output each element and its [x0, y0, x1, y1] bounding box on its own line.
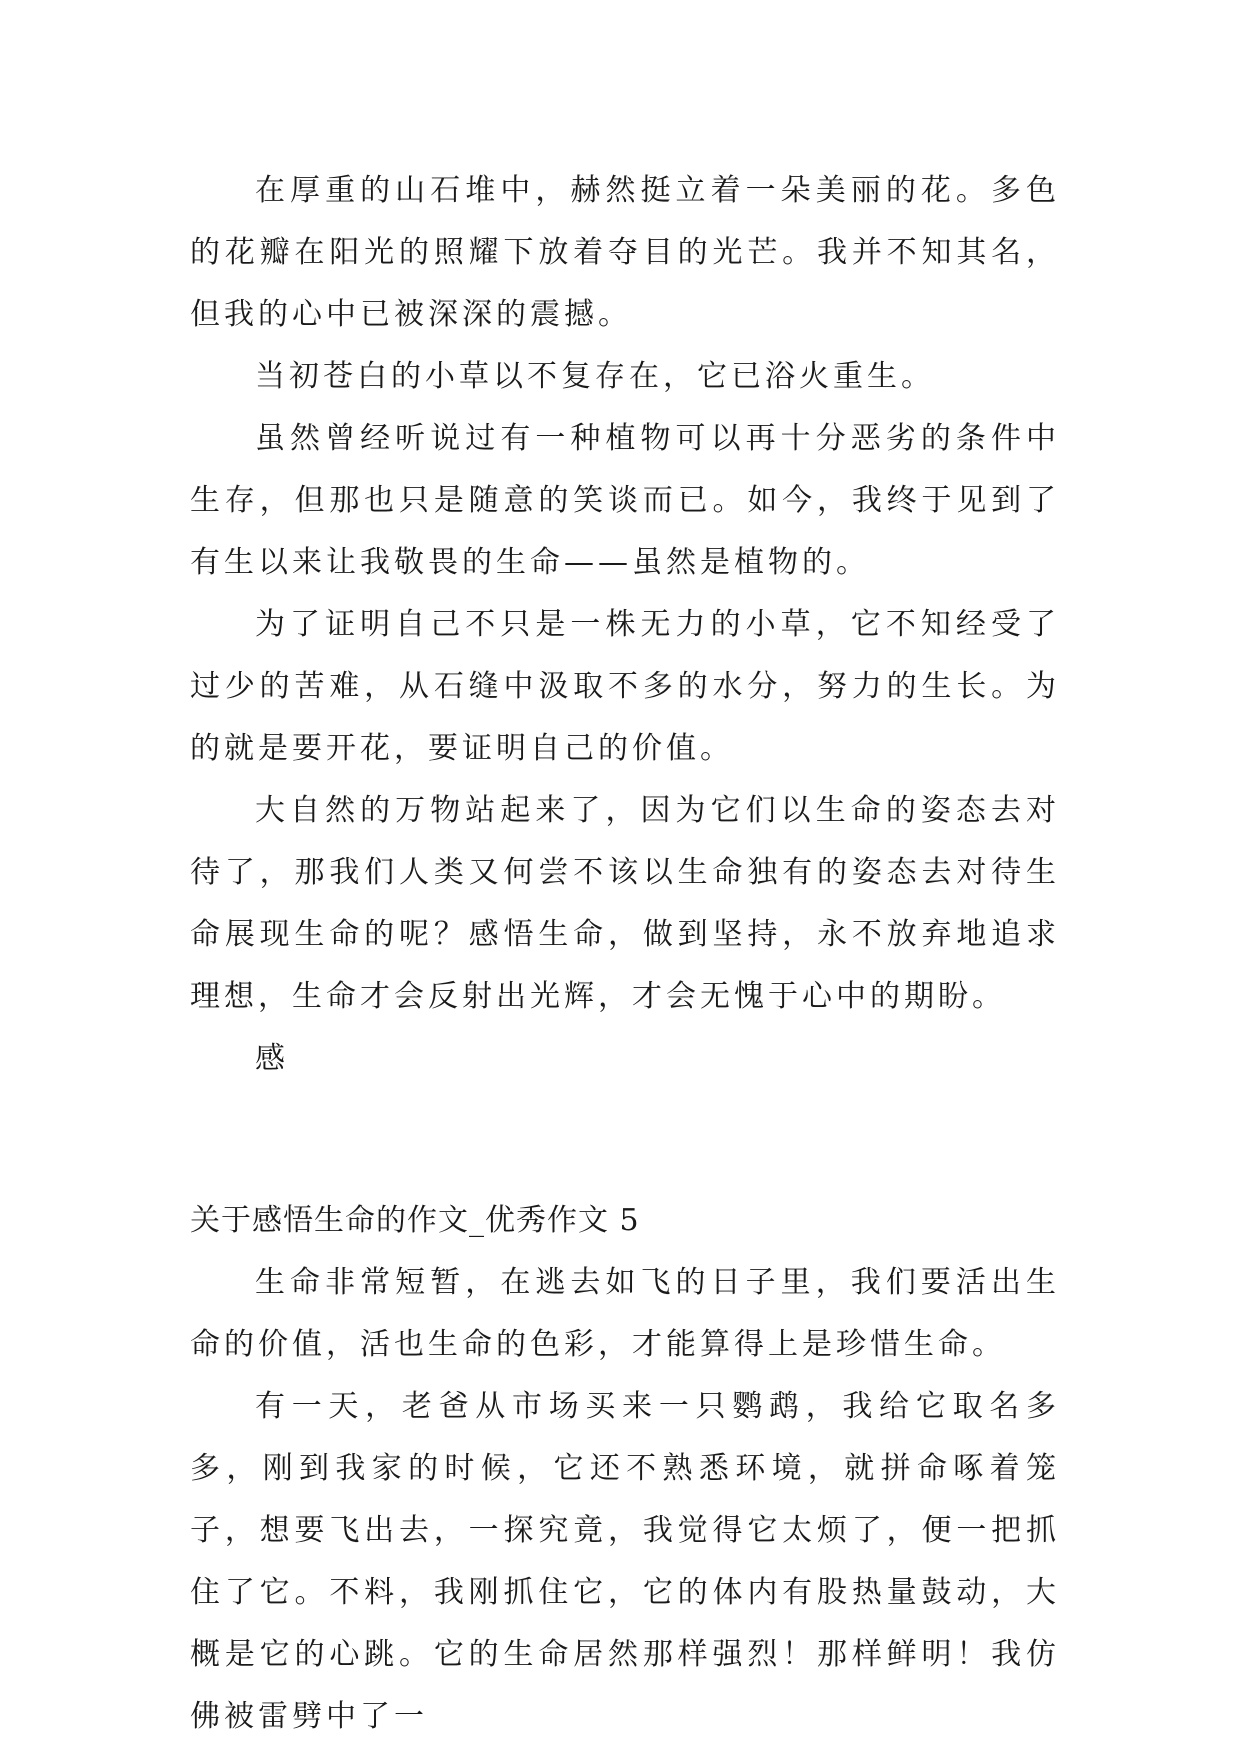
paragraph-grass-reborn: 当初苍白的小草以不复存在，它已浴火重生。	[255, 359, 935, 394]
paragraph-parrot: 有一天，老爸从市场买来一只鹦鹉，我给它取名多多，刚到我家的时候，它还不熟悉环境，就拼命啄着笼子，想要飞出去，一探究竟，我觉得它太烦了，便一把抓住了它。不料，我刚抓住它，它的体内有股热量鼓动，大概是它的心跳。它的生命居然那样强烈！那样鲜明！我仿佛被雷劈中了一	[190, 1389, 1060, 1734]
paragraph-plant-survival: 虽然曾经听说过有一种植物可以再十分恶劣的条件中生存，但那也只是随意的笑谈而已。如今，我终于见到了有生以来让我敬畏的生命——虽然是植物的。	[190, 421, 1060, 580]
paragraph-nature-life: 大自然的万物站起来了，因为它们以生命的姿态去对待了，那我们人类又何尝不该以生命独有的姿态去对待生命展现生命的呢？感悟生命，做到坚持，永不放弃地追求理想，生命才会反射出光辉，才会无愧于心中的期盼。	[190, 793, 1060, 1014]
paragraph-life-short: 生命非常短暂，在逃去如飞的日子里，我们要活出生命的价值，活也生命的色彩，才能算得上是珍惜生命。	[190, 1265, 1060, 1362]
section-spacer	[190, 1090, 1060, 1190]
paragraph-prove-value: 为了证明自己不只是一株无力的小草，它不知经受了过少的苦难，从石缝中汲取不多的水分，努力的生长。为的就是要开花，要证明自己的价值。	[190, 607, 1060, 766]
section-title: 关于感悟生命的作文_优秀作文 5	[190, 1203, 640, 1238]
paragraph-fragment: 感	[255, 1041, 289, 1076]
document-body	[190, 160, 1060, 1748]
paragraph-flower: 在厚重的山石堆中，赫然挺立着一朵美丽的花。多色的花瓣在阳光的照耀下放着夺目的光芒。我并不知其名，但我的心中已被深深的震撼。	[190, 173, 1060, 332]
